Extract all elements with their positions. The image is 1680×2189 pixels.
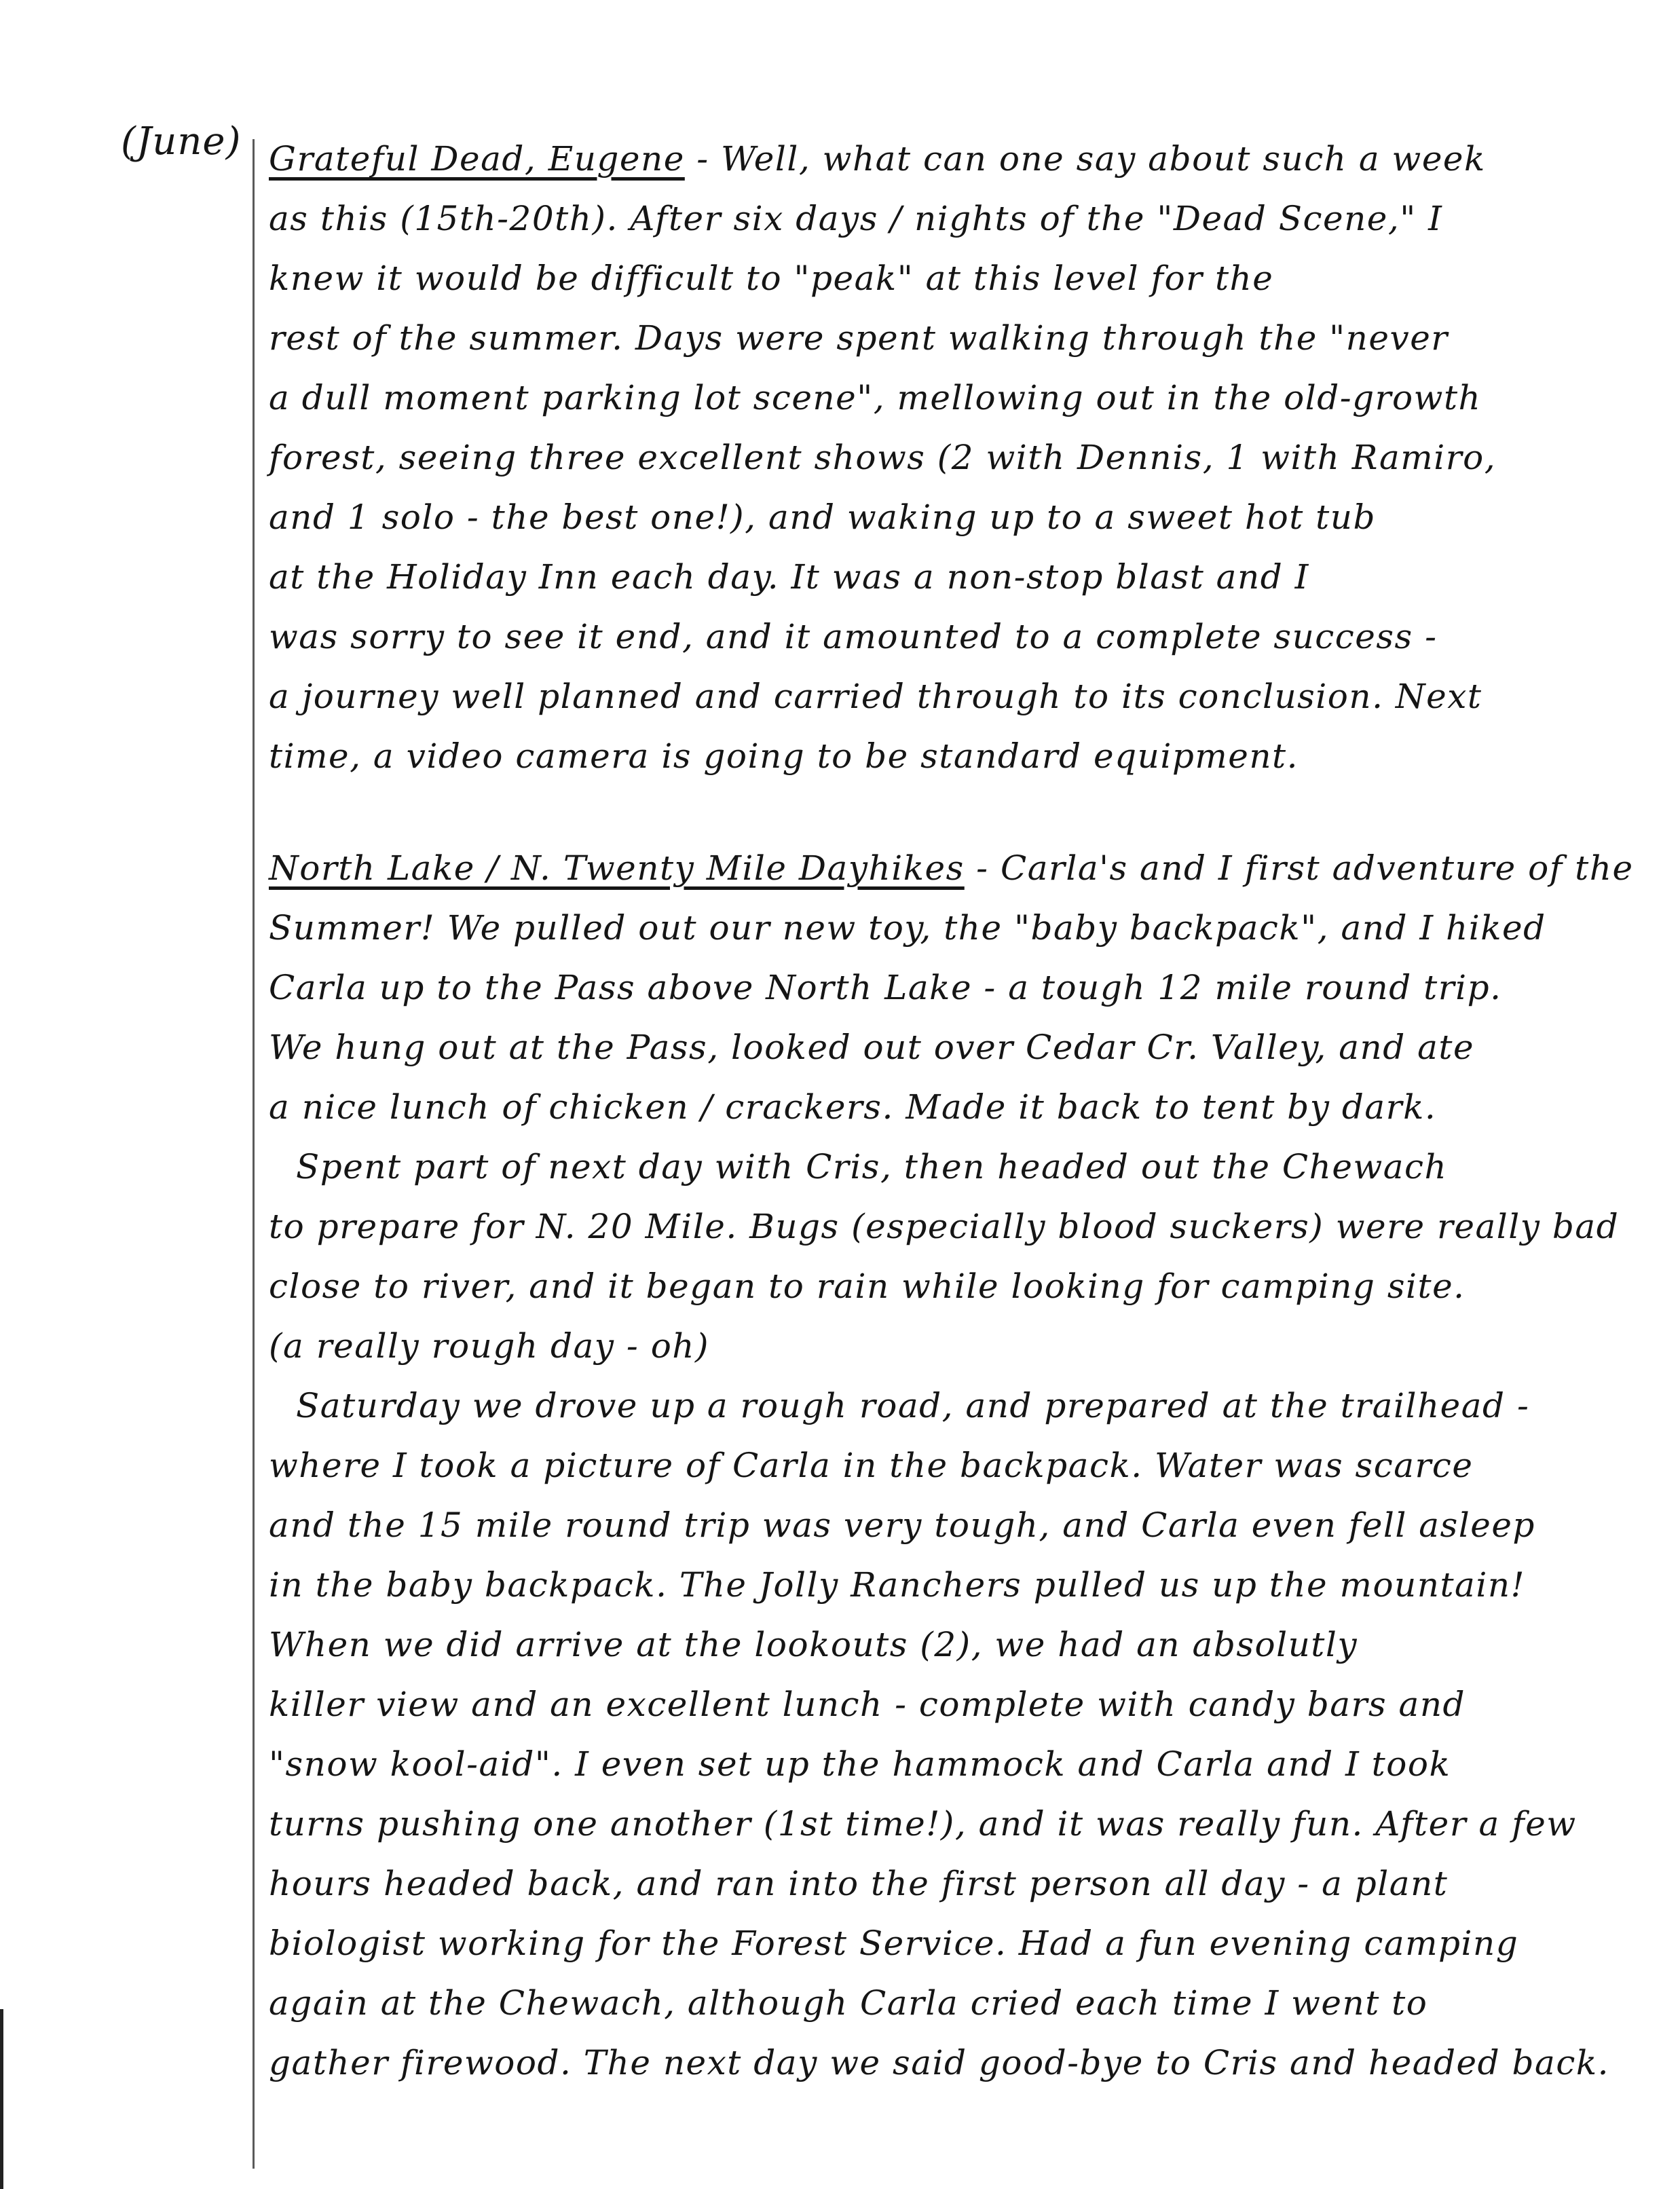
entry-text: - Well, what can one say about such a week [684, 139, 1486, 179]
entry-line: as this (15th-20th). After six days / nights of the "Dead Scene," I [269, 199, 1443, 238]
entry-line: again at the Chewach, although Carla cried each time I went to [269, 1983, 1428, 2023]
entry-line: We hung out at the Pass, looked out over Cedar Cr. Valley, and ate [269, 1028, 1475, 1067]
margin-rule [253, 139, 255, 2169]
entry-line: Saturday we drove up a rough road, and prepared at the trailhead - [296, 1386, 1530, 1425]
entry-line: turns pushing one another (1st time!), and it was really fun. After a few [269, 1804, 1577, 1844]
entry-line: and 1 solo - the best one!), and waking up to a sweet hot tub [269, 498, 1376, 537]
entry-line: biologist working for the Forest Service. Had a fun evening camping [269, 1924, 1519, 1963]
entry-line: Carla up to the Pass above North Lake - a tough 12 mile round trip. [269, 968, 1502, 1007]
margin-note-month: (June) [121, 119, 242, 164]
entry-line: When we did arrive at the lookouts (2), we had an absolutly [269, 1625, 1358, 1664]
entry-line: time, a video camera is going to be standard equipment. [269, 736, 1299, 776]
entry-line: forest, seeing three excellent shows (2 with Dennis, 1 with Ramiro, [269, 438, 1497, 477]
entry-line: in the baby backpack. The Jolly Ranchers pulled us up the mountain! [269, 1565, 1526, 1605]
scan-edge [0, 2009, 3, 2189]
entry-line: to prepare for N. 20 Mile. Bugs (especially blood suckers) were really bad [269, 1207, 1620, 1246]
entry-line: hours headed back, and ran into the first person all day - a plant [269, 1864, 1449, 1903]
entry-line: killer view and an excellent lunch - complete with candy bars and [269, 1685, 1466, 1724]
entry-line [269, 838, 1634, 898]
entry-heading: Grateful Dead, Eugene [269, 139, 685, 179]
entry-line: Spent part of next day with Cris, then headed out the Chewach [296, 1147, 1448, 1186]
entry-line: and the 15 mile round trip was very tough, and Carla even fell asleep [269, 1505, 1535, 1545]
entry-line [269, 129, 1599, 189]
entry-line: (a really rough day - oh) [269, 1326, 709, 1366]
entry-heading: North Lake / N. Twenty Mile Dayhikes [269, 848, 965, 888]
entry-north-lake [269, 838, 1634, 2093]
entry-line: gather firewood. The next day we said good-bye to Cris and headed back. [269, 2043, 1610, 2082]
entry-line: was sorry to see it end, and it amounted to a complete success - [269, 617, 1438, 656]
entry-line: close to river, and it began to rain while looking for camping site. [269, 1267, 1466, 1306]
entry-line: a nice lunch of chicken / crackers. Made it back to tent by dark. [269, 1087, 1437, 1127]
entry-line: rest of the summer. Days were spent walking through the "never [269, 318, 1449, 358]
entry-line: "snow kool-aid". I even set up the hammock and Carla and I took [269, 1744, 1451, 1784]
entry-line: knew it would be difficult to "peak" at this level for the [269, 259, 1274, 298]
entry-line: where I took a picture of Carla in the backpack. Water was scarce [269, 1446, 1474, 1485]
entry-line: Summer! We pulled out our new toy, the "baby backpack", and I hiked [269, 908, 1546, 948]
entry-grateful-dead [269, 129, 1599, 786]
entry-line: a dull moment parking lot scene", mellowing out in the old-growth [269, 378, 1482, 417]
entry-line: at the Holiday Inn each day. It was a non-stop blast and I [269, 557, 1309, 597]
entry-line: a journey well planned and carried through to its conclusion. Next [269, 677, 1482, 716]
entry-text: - Carla's and I first adventure of the [964, 848, 1634, 888]
